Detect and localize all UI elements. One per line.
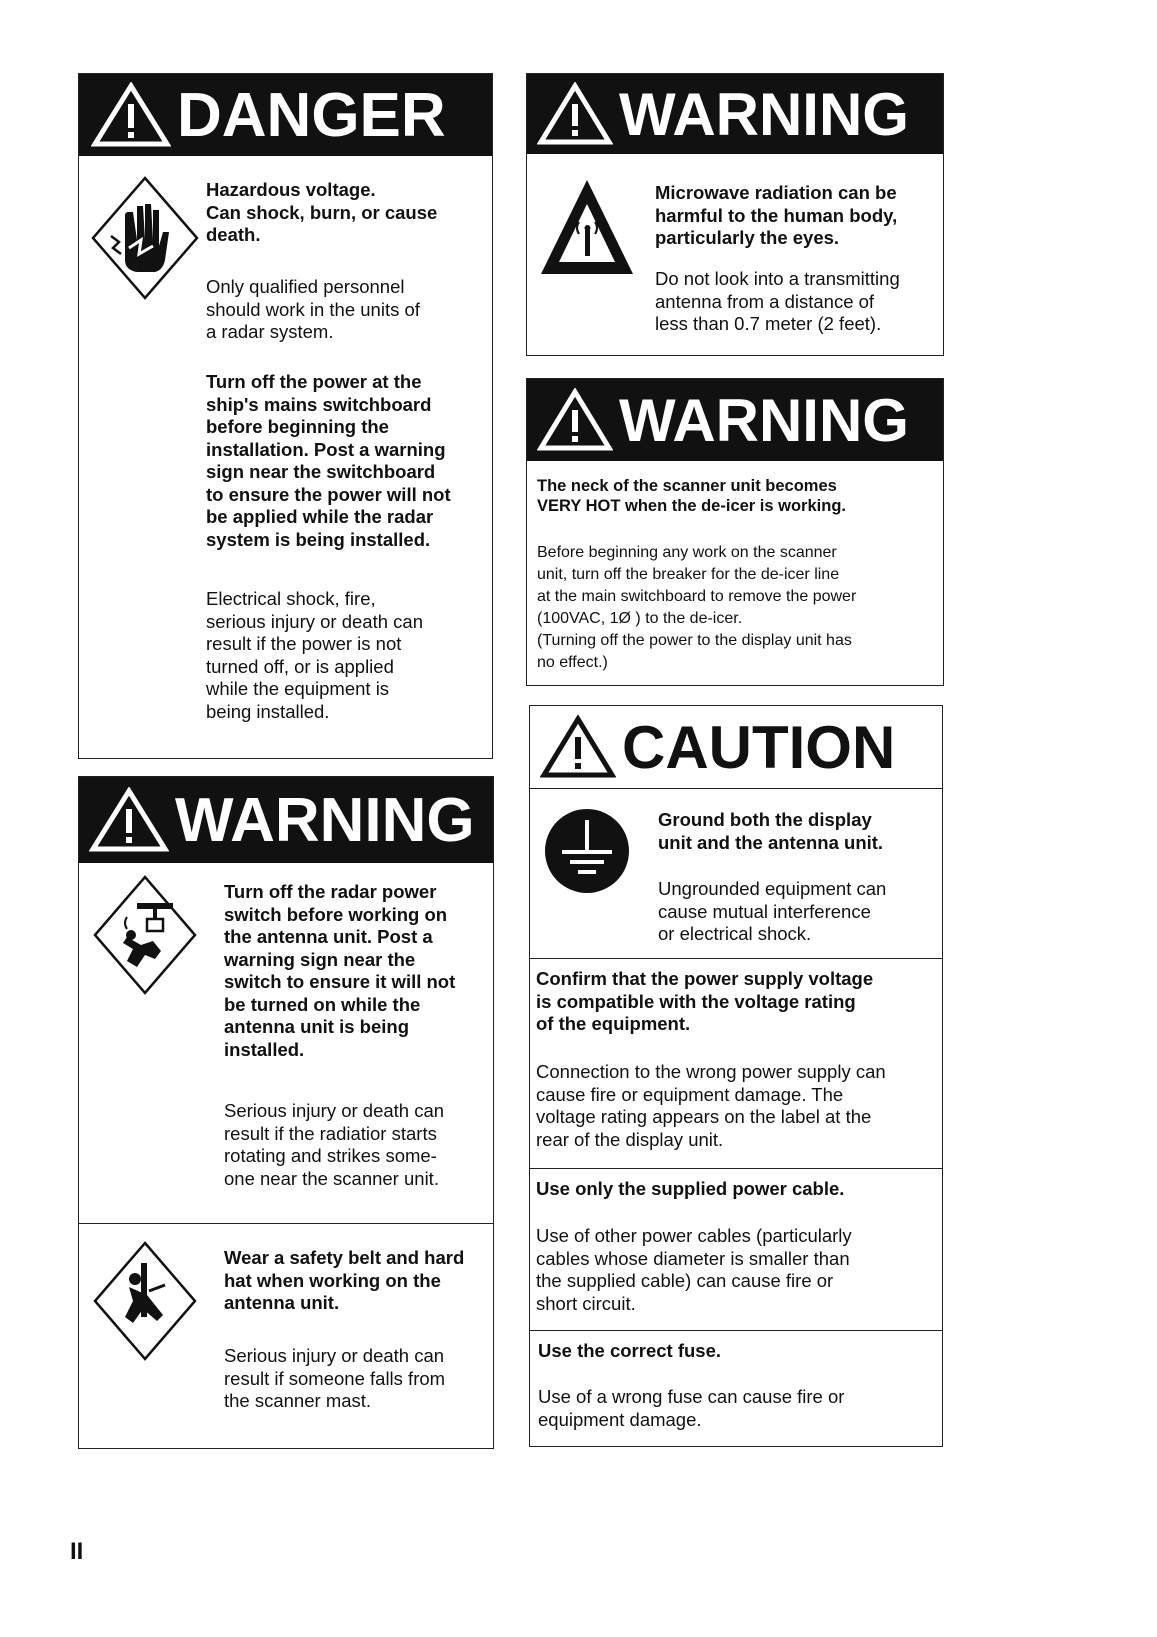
- warning-microwave-banner: [527, 74, 943, 154]
- caution-lead: Ground both the display unit and the antenna unit.: [658, 809, 884, 853]
- danger-banner: [79, 74, 492, 156]
- danger-title: DANGER: [177, 80, 446, 150]
- warning-deicer-body: Before beginning any work on the scanner unit, turn off the breaker for the de-icer line at the main switchboard to remove the power (100VAC, 1Ø ) to the de-icer. (Turning off the power to the display unit has no effect.): [537, 544, 857, 672]
- warning-antenna-lead: Turn off the radar power switch before working on the antenna unit. Post a warning sign near the switch to ensure it will not be turned on while the antenna unit is being installed.: [224, 881, 456, 1060]
- warning-deicer-title: WARNING: [619, 386, 909, 454]
- warning-microwave-title: WARNING: [619, 80, 909, 148]
- warning-antenna-divider: [79, 1223, 493, 1224]
- hand-shock-icon: [89, 174, 201, 304]
- caution-divider-3: [530, 1330, 942, 1331]
- danger-body1: Only qualified personnel should work in the units of a radar system.: [206, 276, 420, 343]
- alert-triangle-icon: [89, 787, 169, 853]
- warning-microwave-lead: Microwave radiation can be harmful to the human body, particularly the eyes.: [655, 182, 898, 249]
- warning-antenna-title: WARNING: [175, 785, 475, 855]
- warning-antenna-body: Serious injury or death can result if the radiatior starts rotating and strikes some- one near the scanner unit.: [224, 1100, 445, 1189]
- caution-divider-2: [530, 1168, 942, 1169]
- alert-triangle-icon: [540, 715, 616, 779]
- alert-triangle-icon: [537, 388, 613, 452]
- caution-body2: Connection to the wrong power supply can cause fire or equipment damage. The voltage rating appears on the label at the rear of the display unit.: [536, 1061, 886, 1150]
- warning-microwave-panel: [526, 73, 944, 356]
- caution-lead2: Confirm that the power supply voltage is compatible with the voltage rating of the equipment.: [536, 968, 874, 1035]
- caution-body: Ungrounded equipment can cause mutual interference or electrical shock.: [658, 878, 887, 945]
- warning-deicer-lead: The neck of the scanner unit becomes VERY HOT when the de-icer is working.: [537, 477, 846, 516]
- caution-lead4: Use the correct fuse.: [538, 1340, 722, 1361]
- caution-body4: Use of a wrong fuse can cause fire or equipment damage.: [538, 1386, 845, 1430]
- ground-symbol-icon: [544, 808, 630, 894]
- page-number: II: [70, 1538, 84, 1565]
- rotating-antenna-hazard-icon: [91, 873, 199, 999]
- alert-triangle-icon: [91, 82, 171, 148]
- warning-deicer-banner: [527, 379, 943, 461]
- caution-divider-1: [530, 958, 942, 959]
- danger-lead: Hazardous voltage. Can shock, burn, or cause death.: [206, 179, 438, 246]
- caution-banner: [530, 706, 942, 789]
- danger-panel: [78, 73, 493, 759]
- warning-antenna-banner: [79, 777, 493, 863]
- danger-instruction: Turn off the power at the ship's mains switchboard before beginning the installation. Post a warning sign near the switchboard to ensure the power will not be applied while the radar system is being installed.: [206, 371, 451, 550]
- caution-lead3: Use only the supplied power cable.: [536, 1178, 845, 1199]
- caution-panel: [529, 705, 943, 1447]
- warning-antenna-panel: [78, 776, 494, 1449]
- caution-body3: Use of other power cables (particularly cables whose diameter is smaller than the supplied cable) can cause fire or short circuit.: [536, 1225, 852, 1314]
- danger-body2: Electrical shock, fire, serious injury or death can result if the power is not turned off, or is applied while the equipment is being installed.: [206, 588, 423, 722]
- warning-antenna-lead2: Wear a safety belt and hard hat when working on the antenna unit.: [224, 1247, 465, 1314]
- radiation-warning-icon: [537, 174, 637, 280]
- alert-triangle-icon: [537, 82, 613, 146]
- warning-antenna-body2: Serious injury or death can result if someone falls from the scanner mast.: [224, 1345, 446, 1412]
- warning-microwave-body: Do not look into a transmitting antenna from a distance of less than 0.7 meter (2 feet).: [655, 268, 900, 335]
- fall-hazard-icon: [91, 1239, 199, 1365]
- warning-deicer-panel: [526, 378, 944, 686]
- caution-title: CAUTION: [622, 713, 896, 781]
